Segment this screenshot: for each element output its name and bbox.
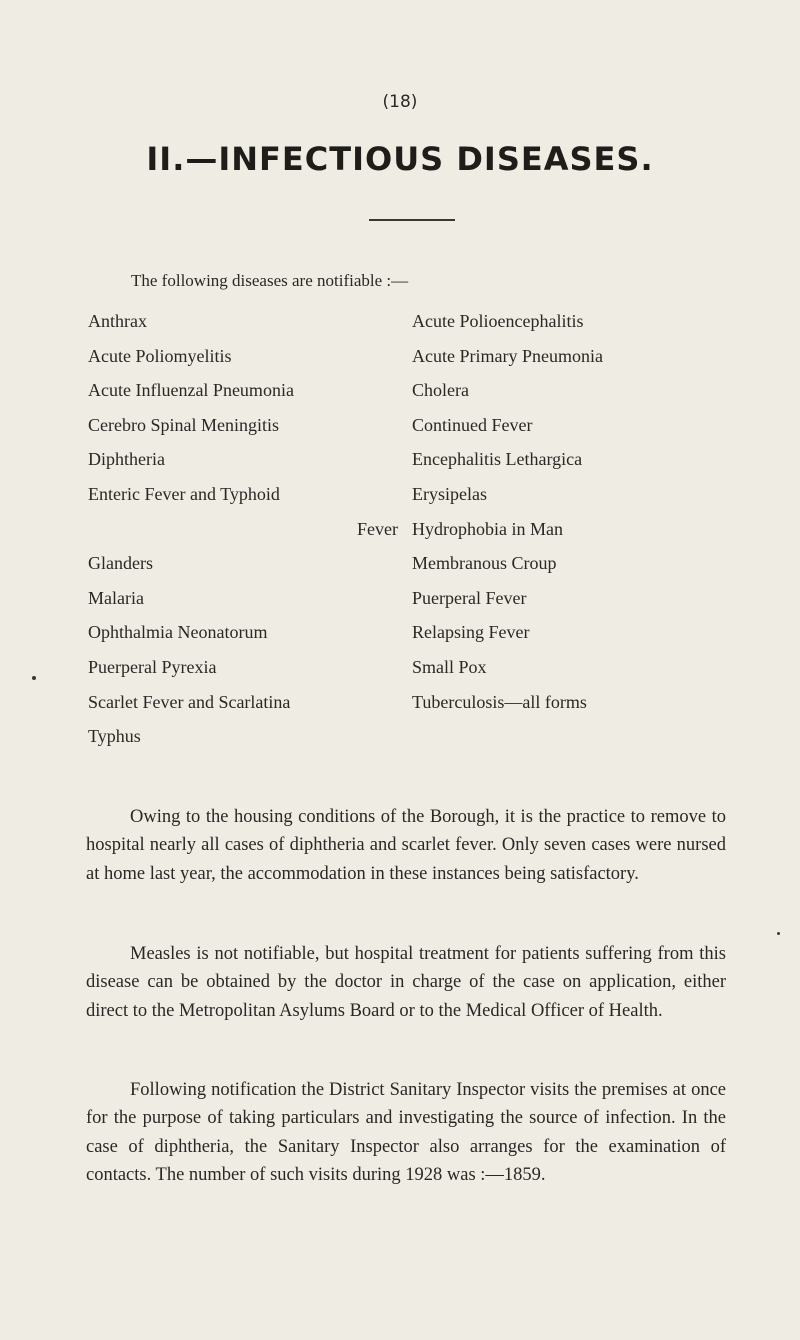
paragraph-notification: Following notification the District Sanitary Inspector visits the premises at once for the purpose of taking particulars and investigating the source of infection. In the case of diphtheria, the Sanitary Inspector also arranges for the examination of contacts. The number of such visits during 1928 was :—1859. <box>86 1079 726 1185</box>
list-item: Typhus <box>88 726 141 747</box>
list-item: Small Pox <box>412 656 487 677</box>
list-item: Acute Primary Pneumonia <box>412 345 603 366</box>
paragraph-housing: Owing to the housing conditions of the Borough, it is the practice to remove to hospital nearly all cases of diphtheria and scarlet fever. Only seven cases were nursed at home last year, the accommodation in these instances being satisfactory. <box>86 806 726 884</box>
intro-text: The following diseases are notifiable :— <box>131 271 409 290</box>
list-item-continuation: Fever <box>357 518 398 539</box>
diseases-list-right <box>412 307 722 722</box>
list-item: Acute Polioencephalitis <box>412 311 584 331</box>
list-item: Malaria <box>88 587 144 608</box>
paragraph-measles: Measles is not notifiable, but hospital treatment for patients suffering from this disease can be obtained by the doctor in charge of the case on application, either direct to the Metropolitan Asylums Board or to the Medical Officer of Health. <box>86 943 726 1021</box>
list-item: Enteric Fever and Typhoid <box>88 483 280 504</box>
list-item: Relapsing Fever <box>412 622 530 643</box>
list-item: Puerperal Pyrexia <box>88 656 217 677</box>
list-item: Ophthalmia Neonatorum <box>88 622 268 643</box>
list-item: Membranous Croup <box>412 553 557 574</box>
list-item: Cholera <box>412 380 469 401</box>
diseases-list-left <box>88 307 398 757</box>
section-title: II.—INFECTIOUS DISEASES. <box>146 140 654 178</box>
list-item: Encephalitis Lethargica <box>412 449 583 470</box>
list-item: Continued Fever <box>412 414 533 435</box>
list-item: Acute Poliomyelitis <box>88 345 232 366</box>
list-item: Scarlet Fever and Scarlatina <box>88 691 291 712</box>
list-item: Hydrophobia in Man <box>412 518 563 539</box>
paper-speck <box>32 676 36 680</box>
paper-speck <box>777 932 780 935</box>
list-item: Tuberculosis—all forms <box>412 691 587 712</box>
list-item: Cerebro Spinal Meningitis <box>88 414 279 435</box>
title-divider <box>369 219 455 221</box>
list-item: Acute Influenzal Pneumonia <box>88 380 294 401</box>
list-item: Glanders <box>88 553 153 574</box>
list-item: Diphtheria <box>88 449 165 470</box>
list-item: Puerperal Fever <box>412 587 527 608</box>
list-item: Erysipelas <box>412 483 487 504</box>
page-number: (18) <box>382 92 418 112</box>
list-item: Anthrax <box>88 311 147 331</box>
